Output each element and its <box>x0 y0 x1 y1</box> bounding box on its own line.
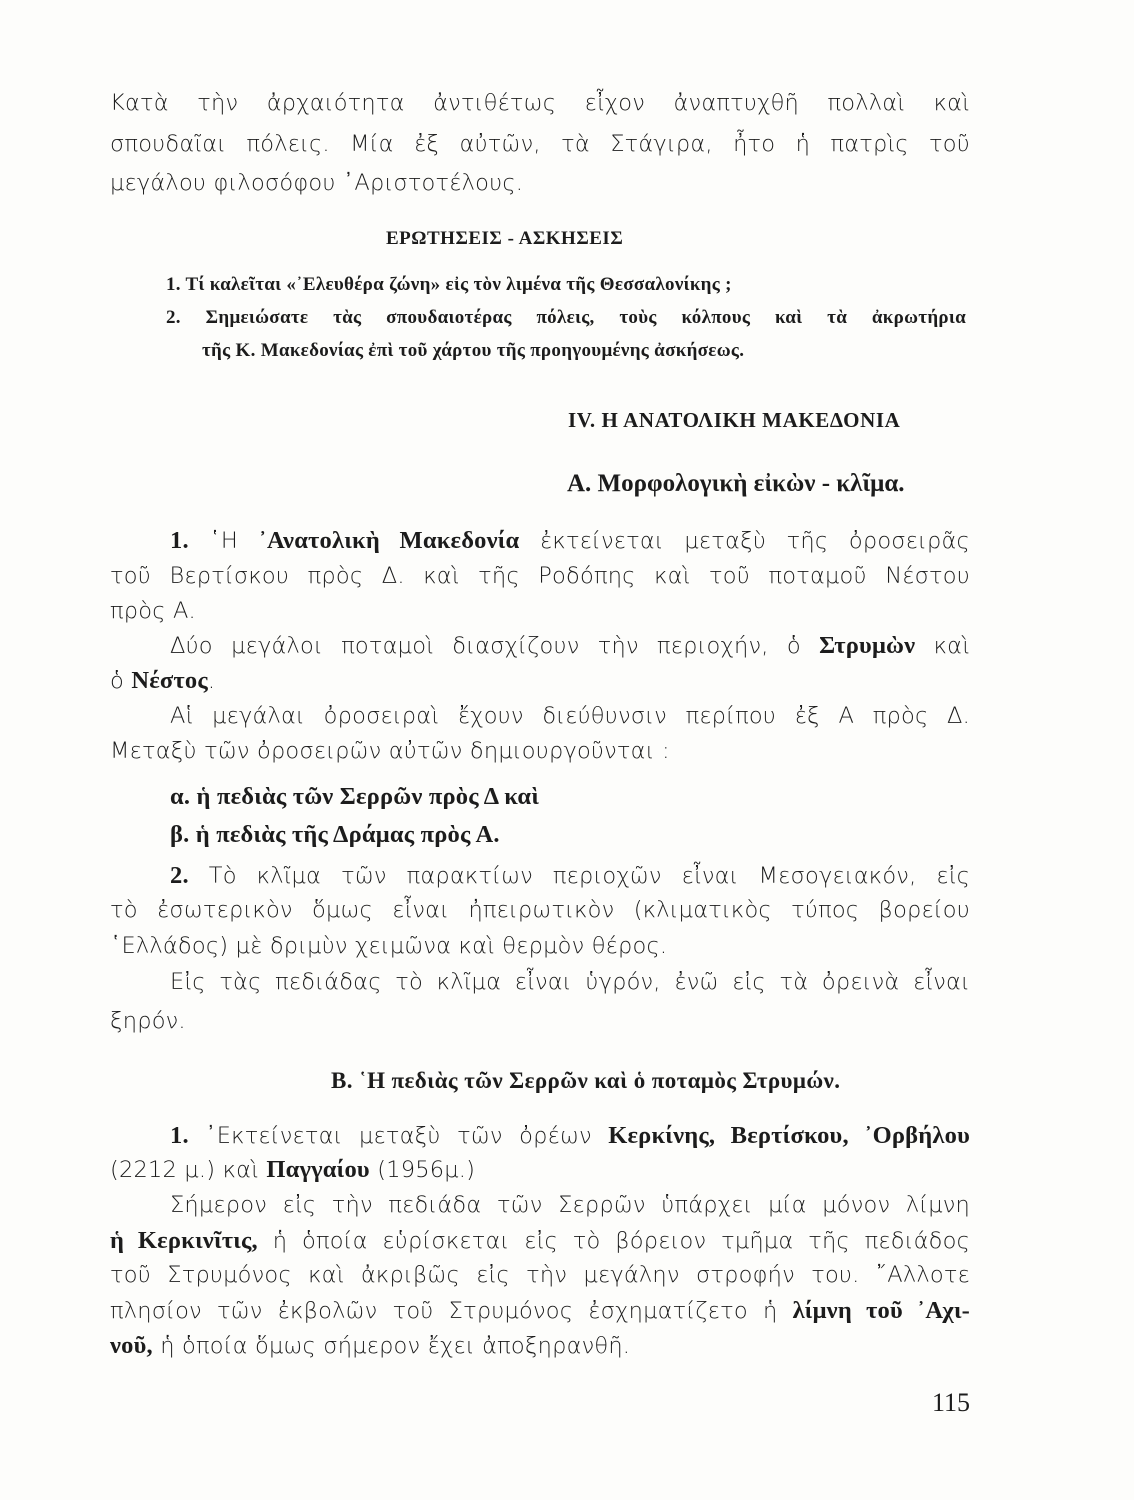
section-a-item-b: β. ἡ πεδιὰς τῆς Δράμας πρὸς Α. <box>170 821 500 848</box>
question-1: 1. Τί καλεῖται «᾿Ελευθέρα ζώνη» εἰς τὸν λιμένα τῆς Θεσσαλονίκης ; <box>166 274 732 295</box>
section-a-p1-line-1: 1. ῾Η ᾿Ανατολικὴ Μακεδονία ἐκτείνεται μεταξὺ τῆς ὀροσειρᾶς <box>170 527 970 554</box>
section-a-p3-line-1: Αἱ μεγάλαι ὀροσειραὶ ἔχουν διεύθυνσιν περίπου ἐξ Α πρὸς Δ. <box>170 703 970 729</box>
section-a-p5-line-1: Εἰς τὰς πεδιάδας τὸ κλῖμα εἶναι ὑγρόν, ἐνῶ εἰς τὰ ὀρεινὰ εἶναι <box>170 969 970 995</box>
section-b-p1-line-1: 1. ᾿Εκτείνεται μεταξὺ τῶν ὀρέων Κερκίνης, Βερτίσκου, ᾿Ορβήλου <box>170 1122 970 1149</box>
section-b-p2-line-1: Σήμερον εἰς τὴν πεδιάδα τῶν Σερρῶν ὑπάρχει μία μόνον λίμνη <box>170 1192 970 1218</box>
chapter-title: IV. Η ΑΝΑΤΟΛΙΚΗ ΜΑΚΕΔΟΝΙΑ <box>568 408 901 432</box>
section-a-title: Α. Μορφολογικὴ εἰκὼν - κλῖμα. <box>567 470 905 497</box>
section-a-item-a: α. ἡ πεδιὰς τῶν Σερρῶν πρὸς Δ καὶ <box>170 783 540 810</box>
section-b-p2-line-5: νοῦ, ἡ ὁποία ὅμως σήμερον ἔχει ἀποξηρανθῆ. <box>110 1332 631 1359</box>
section-a-p4-line-2: τὸ ἐσωτερικὸν ὅμως εἶναι ἠπειρωτικὸν (κλιματικὸς τύπος βορείου <box>110 897 970 923</box>
section-b-p2-line-4: πλησίον τῶν ἐκβολῶν τοῦ Στρυμόνος ἐσχηματίζετο ἡ λίμνη τοῦ ᾿Αχι- <box>110 1297 970 1324</box>
section-a-p1-line-2: τοῦ Βερτίσκου πρὸς Δ. καὶ τῆς Ροδόπης καὶ τοῦ ποταμοῦ Νέστου <box>110 563 970 589</box>
question-2-line-1: 2. Σημειώσατε τὰς σπουδαιοτέρας πόλεις, τοὺς κόλπους καὶ τὰ ἀκρωτήρια <box>166 307 966 328</box>
intro-line-3: μεγάλου φιλοσόφου ᾿Αριστοτέλους. <box>110 170 524 196</box>
section-b-title: Β. ῾Η πεδιὰς τῶν Σερρῶν καὶ ὁ ποταμὸς Στρυμών. <box>331 1068 841 1093</box>
intro-line-2: σπουδαῖαι πόλεις. Μία ἐξ αὐτῶν, τὰ Στάγιρα, ἦτο ἡ πατρὶς τοῦ <box>110 131 970 157</box>
section-a-p4-line-1: 2. Τὸ κλῖμα τῶν παρακτίων περιοχῶν εἶναι Μεσογειακόν, εἰς <box>170 862 970 889</box>
section-b-p2-line-2: ἡ Κερκινῖτις, ἡ ὁποία εὑρίσκεται εἰς τὸ βόρειον τμῆμα τῆς πεδιάδος <box>110 1227 970 1254</box>
section-b-p1-line-2: (2212 μ.) καὶ Παγγαίου (1956μ.) <box>110 1156 476 1183</box>
questions-title: ΕΡΩΤΗΣΕΙΣ - ΑΣΚΗΣΕΙΣ <box>386 228 624 249</box>
section-a-p4-line-3: ῾Ελλάδος) μὲ δριμὺν χειμῶνα καὶ θερμὸν θέρος. <box>110 933 668 959</box>
section-a-p2-line-2: ὁ Νέστος. <box>110 667 216 694</box>
section-a-p5-line-2: ξηρόν. <box>110 1008 186 1034</box>
question-2-line-2: τῆς Κ. Μακεδονίας ἐπὶ τοῦ χάρτου τῆς προηγουμένης ἀσκήσεως. <box>202 340 745 361</box>
page-number: 115 <box>931 1388 970 1417</box>
intro-line-1: Κατὰ τὴν ἀρχαιότητα ἀντιθέτως εἶχον ἀναπτυχθῆ πολλαὶ καὶ <box>110 90 970 116</box>
section-a-p1-line-3: πρὸς Α. <box>110 598 196 624</box>
section-a-p2-line-1: Δύο μεγάλοι ποταμοὶ διασχίζουν τὴν περιοχήν, ὁ Στρυμὼν καὶ <box>170 632 971 659</box>
section-b-p2-line-3: τοῦ Στρυμόνος καὶ ἀκριβῶς εἰς τὴν μεγάλην στροφήν του. ῎Αλλοτε <box>110 1262 970 1288</box>
section-a-p3-line-2: Μεταξὺ τῶν ὀροσειρῶν αὐτῶν δημιουργοῦνται : <box>110 738 670 764</box>
